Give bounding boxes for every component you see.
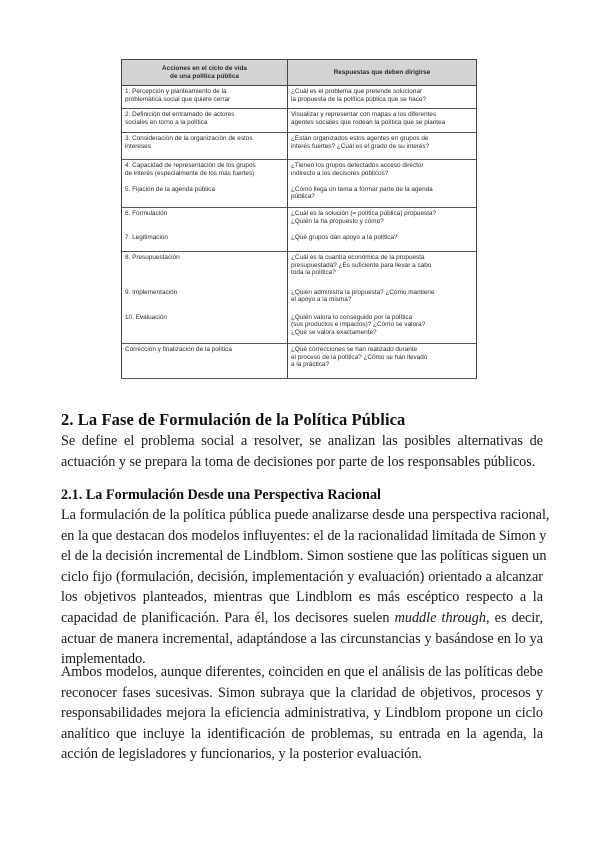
table-row xyxy=(122,208,477,232)
text-run: , es decir, xyxy=(485,609,543,626)
section-2-paragraph xyxy=(61,431,543,472)
paragraph-line: acción de legisladores y funcionarios, y la posterior evaluación. xyxy=(61,746,422,763)
paragraph-line: reconocer fases sucesivas. Simon subraya que la claridad de objetivos, procesos y xyxy=(61,684,543,701)
response-cell xyxy=(288,184,477,208)
cell-line: ¿Qué se valora exactamente? xyxy=(291,328,377,336)
cell-line: ¿Están organizados estos agentes en grupos de xyxy=(291,135,429,142)
cell-line: 5. Fijación de la agenda pública xyxy=(125,185,215,193)
cell-line: a la práctica? xyxy=(291,361,330,369)
cell-line: sociales en torno a la política xyxy=(125,118,208,126)
section-2-heading: 2. La Fase de Formulación de la Política Pública xyxy=(61,410,406,429)
paragraph-line: actuar de manera incremental, adaptándose a las circunstancias y basándose en lo ya xyxy=(61,630,543,647)
action-cell xyxy=(122,284,288,309)
cell-line: 1. Percepción y planteamiento de la xyxy=(125,88,227,95)
paragraph-line: Se define el problema social a resolver, se analizan las posibles alternativas de xyxy=(61,433,543,449)
cell-line: (sus productos e impactos)? ¿Cómo se valora? xyxy=(291,321,426,329)
cell-line: 10. Evaluación xyxy=(125,313,167,321)
cell-line: ¿Qué correcciones se han realizado durante xyxy=(291,346,418,353)
section-2-1-paragraph-1 xyxy=(61,505,550,670)
cell-line: 8. Presupuestación xyxy=(125,254,180,261)
cell-line: toda la política? xyxy=(291,269,336,277)
response-cell xyxy=(288,232,477,252)
cell-line: agentes sociales que rodean la política que se plantea xyxy=(291,118,446,126)
cell-line: problemática social que quiere cerrar xyxy=(125,95,231,103)
cell-line: interés fuertes? ¿Cuál es el grado de su interés? xyxy=(291,142,430,150)
muddle-through-term: muddle through xyxy=(394,609,486,626)
paragraph-line: ciclo fijo (formulación, decisión, implementación y evaluación) orientado a alcanzar xyxy=(61,568,543,585)
table-row xyxy=(122,284,477,309)
action-cell xyxy=(122,232,288,252)
cell-line: 3. Consideración de la organización de estos xyxy=(125,135,253,142)
section-2-1-paragraph-2 xyxy=(61,662,543,765)
cell-line: pública? xyxy=(291,193,315,201)
paragraph-line: implementado. xyxy=(61,651,146,668)
header-responses xyxy=(288,60,477,86)
table-header-row xyxy=(122,60,477,86)
cell-line: la propuesta de la política pública que se hace? xyxy=(291,95,427,103)
action-cell xyxy=(122,109,288,133)
cell-line: ¿Cómo llega un tema a formar parte de la agenda xyxy=(291,185,433,193)
table-row xyxy=(122,252,477,284)
header-actions-line: de una política pública xyxy=(170,72,239,80)
header-actions xyxy=(122,60,288,86)
action-cell xyxy=(122,160,288,184)
paragraph-line: los objetivos planteados, mientras que Lindblom es más escéptico respecto a la xyxy=(61,589,543,606)
cell-line: 9. Implementación xyxy=(125,288,178,296)
table-row xyxy=(122,344,477,379)
action-cell xyxy=(122,133,288,160)
cell-line: Corrección y finalización de la política xyxy=(125,346,232,353)
cell-line: ¿Quién valora lo conseguido por la política xyxy=(291,313,413,321)
cell-line: ¿Cuál es la solución (= política pública) propuesta? xyxy=(291,210,437,217)
table-row xyxy=(122,160,477,184)
header-responses-line: Respuestas que deben dirigirse xyxy=(333,68,431,76)
response-cell xyxy=(288,133,477,160)
cell-line: ¿Quién la ha propuesto y cómo? xyxy=(291,217,384,225)
table-row xyxy=(122,309,477,344)
paragraph-line: actuación y se prepara la toma de decisiones por parte de los responsables públicos. xyxy=(61,453,536,470)
cell-line: ¿Tienen los grupos detectados acceso directo/ xyxy=(291,162,424,169)
paragraph-line-with-italic xyxy=(61,608,543,629)
cell-line: el apoyo a la misma? xyxy=(291,296,352,304)
cell-line: ¿Qué grupos dan apoyo a la política? xyxy=(291,233,398,241)
cell-line: 7. Legitimación xyxy=(125,233,168,241)
cell-line: 6. Formulación xyxy=(125,210,168,217)
response-cell xyxy=(288,344,477,379)
table-row xyxy=(122,232,477,252)
response-cell xyxy=(288,86,477,109)
cell-line: Visualizar y representar con mapas a los diferentes xyxy=(291,111,437,118)
cell-line: 2. Definición del entramado de actores xyxy=(125,111,235,118)
table-row xyxy=(122,184,477,208)
cell-line: el proceso de la política? ¿Cómo se han llevado xyxy=(291,353,428,361)
response-cell xyxy=(288,252,477,284)
cell-line: intereses xyxy=(125,142,151,150)
table-row xyxy=(122,86,477,109)
paragraph-line: el de la decisión incremental de Lindblom. Simon sostiene que las políticas siguen un xyxy=(61,548,547,565)
cell-line: ¿Cuál es el problema que pretende solucionar xyxy=(291,88,423,95)
response-cell xyxy=(288,160,477,184)
paragraph-line: La formulación de la política pública puede analizarse desde una perspectiva racional, xyxy=(61,507,550,523)
paragraph-line: responsabilidades mejora la eficiencia administrativa, y Lindblom propone un ciclo xyxy=(61,705,543,722)
action-cell xyxy=(122,344,288,379)
cell-line: 4. Capacidad de representación de los grupos xyxy=(125,162,256,169)
response-cell xyxy=(288,284,477,309)
response-cell xyxy=(288,309,477,344)
paragraph-line: en la que destacan dos modelos influyentes: el de la racionalidad limitada de Simon y xyxy=(61,527,547,544)
header-actions-line: Acciones en el ciclo de vida xyxy=(162,64,247,72)
response-cell xyxy=(288,208,477,232)
action-cell xyxy=(122,309,288,344)
cell-line: de interés (especialmente de los más fuertes) xyxy=(125,169,255,177)
response-cell xyxy=(288,109,477,133)
cell-line: indirecto a los decisores públicos? xyxy=(291,169,389,177)
cell-line: presupuestada? ¿Es suficiente para llevar a cabo xyxy=(291,261,432,269)
cell-line: ¿Quién administra la propuesta? ¿Cómo mantiene xyxy=(291,288,435,296)
action-cell xyxy=(122,208,288,232)
policy-lifecycle-table xyxy=(121,59,477,379)
table-row xyxy=(122,109,477,133)
action-cell xyxy=(122,184,288,208)
table-row xyxy=(122,133,477,160)
paragraph-line: Ambos modelos, aunque diferentes, coinciden en que el análisis de las políticas debe xyxy=(61,664,543,680)
section-2-1-heading: 2.1. La Formulación Desde una Perspectiva Racional xyxy=(61,487,381,503)
paragraph-line: analítico que incluye la identificación de problemas, su entrada en la agenda, la xyxy=(61,725,543,742)
text-run: capacidad de planificación. Para él, los decisores suelen xyxy=(61,609,395,626)
action-cell xyxy=(122,252,288,284)
action-cell xyxy=(122,86,288,109)
cell-line: ¿Cuál es la cuantía económica de la propuesta xyxy=(291,254,425,261)
